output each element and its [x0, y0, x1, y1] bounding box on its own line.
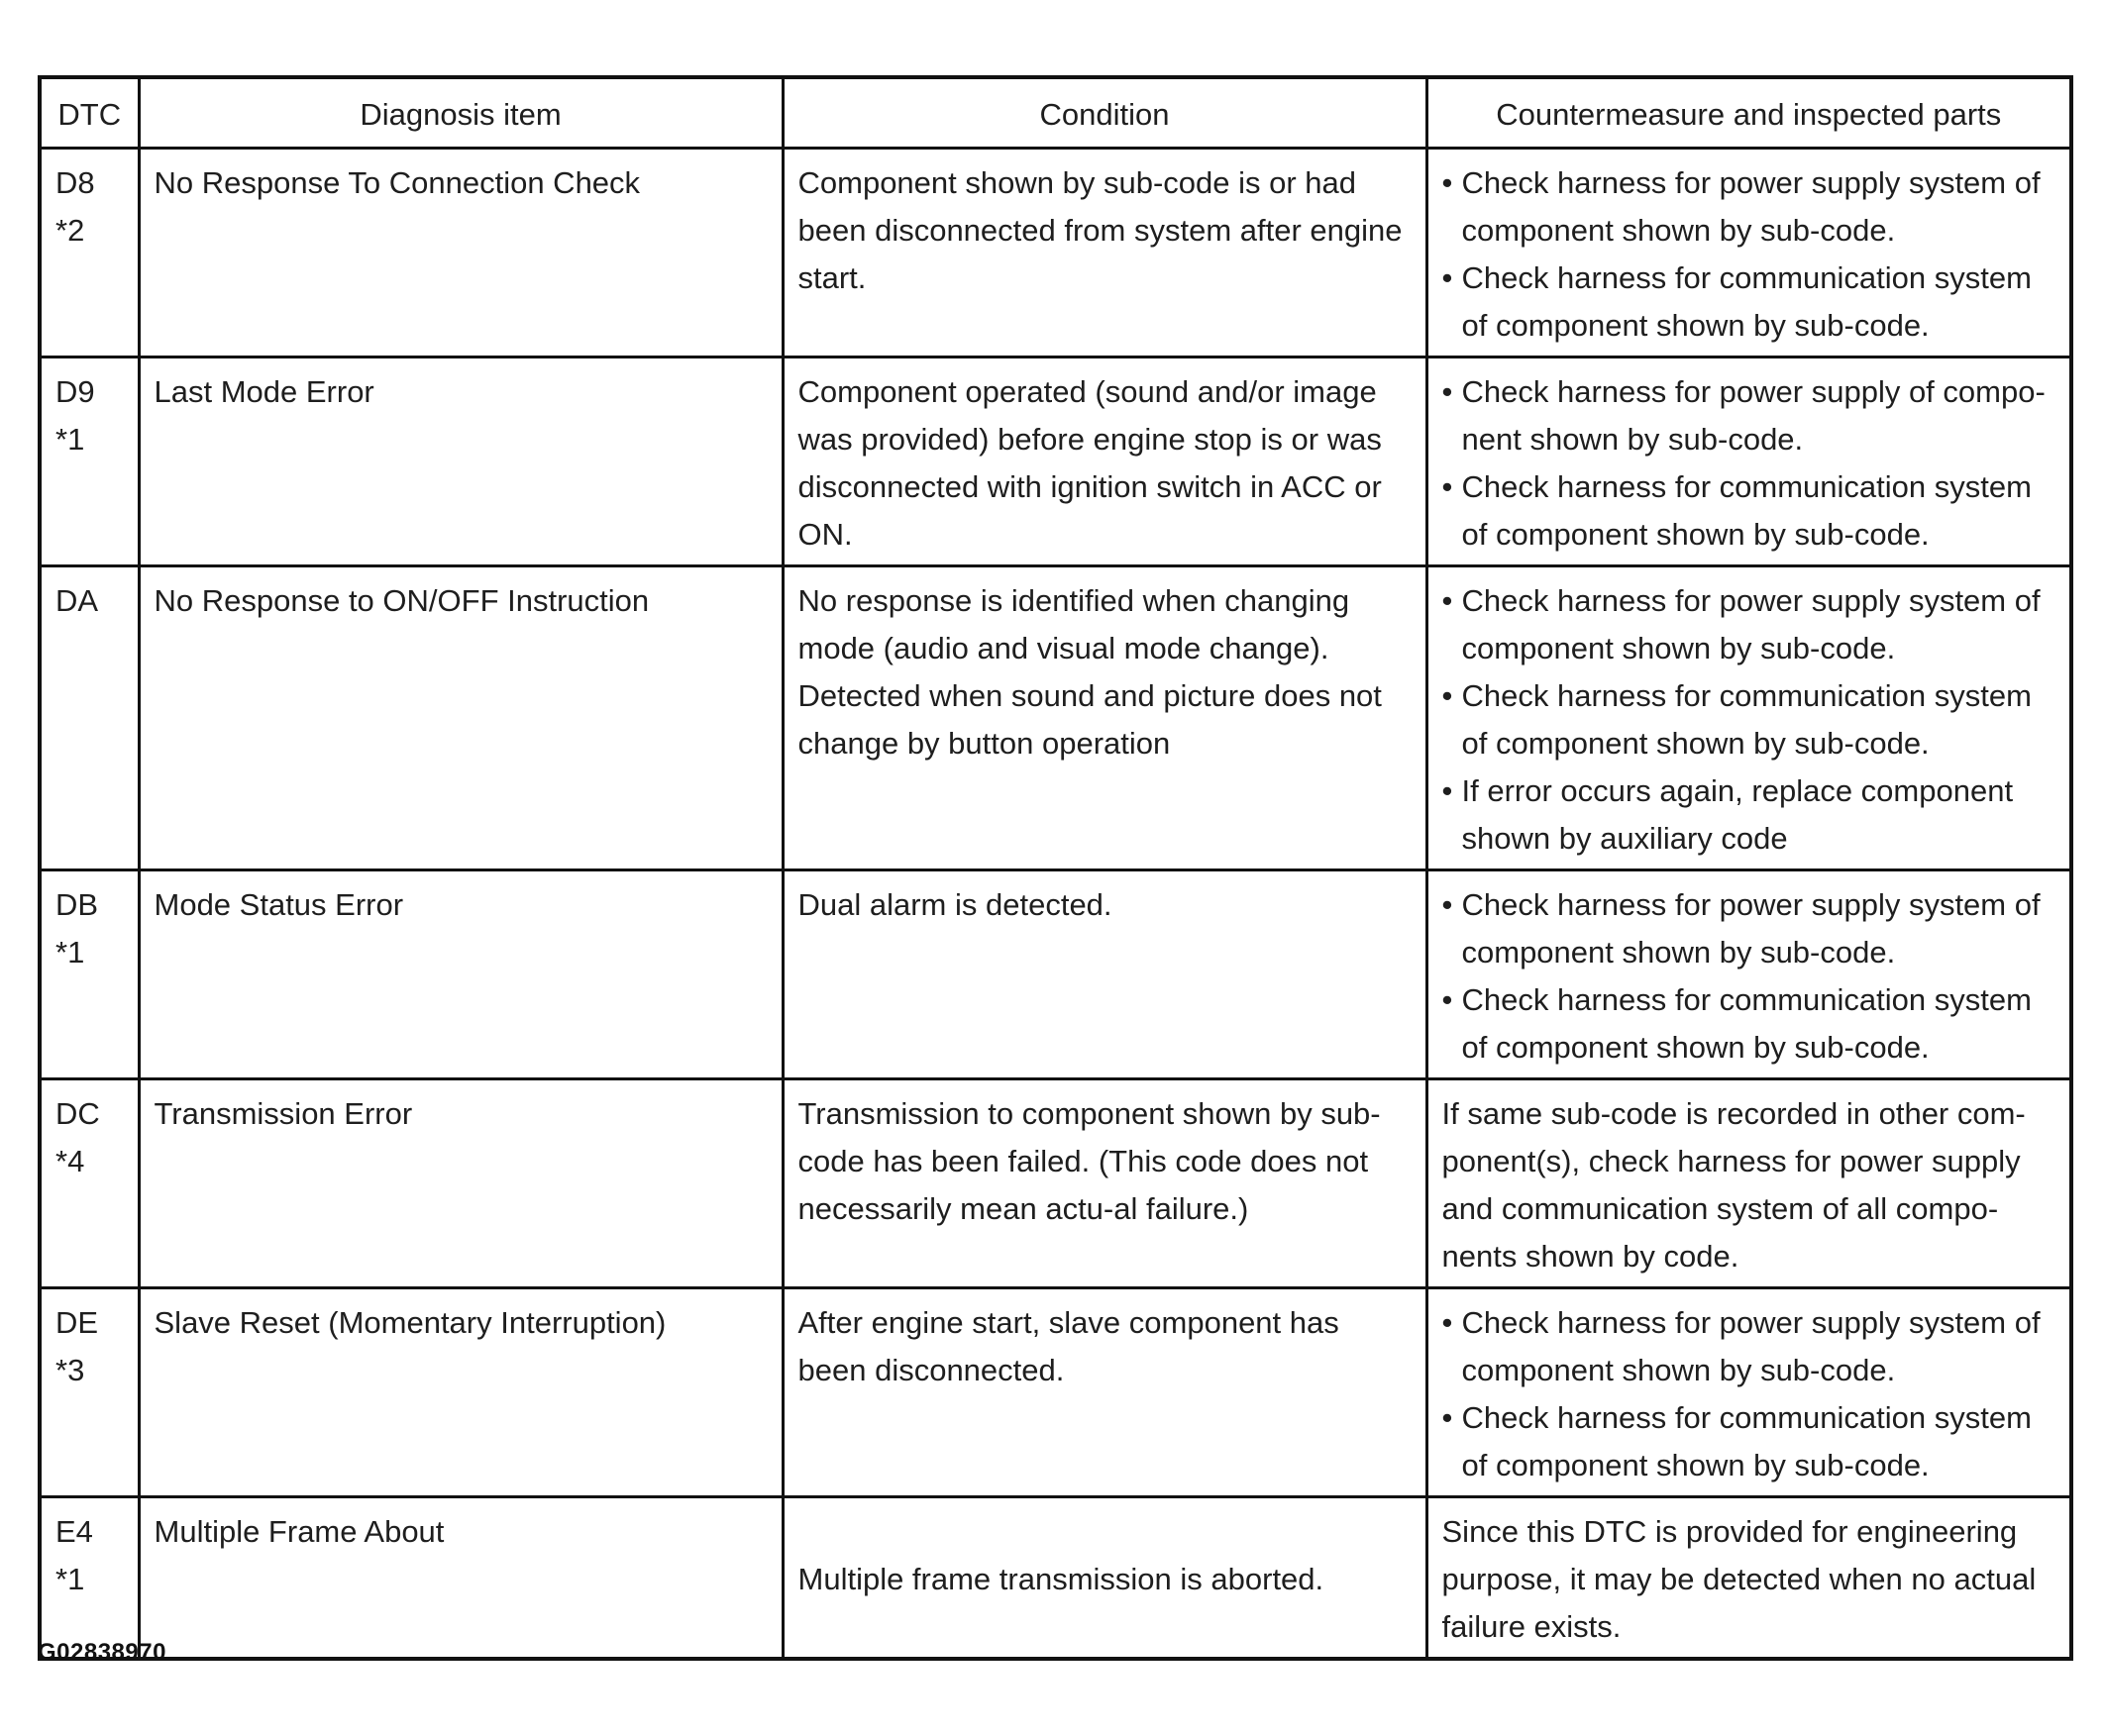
dtc-cell: [40, 1288, 139, 1497]
countermeasure: [1426, 870, 2071, 1079]
diagnosis-item: Slave Reset (Momentary Interruption): [139, 1288, 783, 1497]
table-row: [40, 1079, 2071, 1288]
diagnosis-item: Multiple Frame About: [139, 1497, 783, 1660]
countermeasure-list: [1442, 159, 2056, 350]
list-item: • If error occurs again, replace component shown by auxiliary code: [1442, 767, 2056, 863]
dtc-cell: [40, 1497, 139, 1660]
countermeasure: [1426, 566, 2071, 870]
figure-id: G02838970: [38, 1639, 166, 1666]
table-row: [40, 357, 2071, 566]
condition: Dual alarm is detected.: [783, 870, 1426, 1079]
bullet-icon: •: [1441, 165, 1453, 200]
bullet-icon: •: [1441, 469, 1453, 504]
diagnosis-item: Last Mode Error: [139, 357, 783, 566]
list-item: • Check harness for power supply system of component shown by sub-code.: [1442, 159, 2056, 255]
table-row: [40, 149, 2071, 357]
countermeasure-list: [1442, 881, 2056, 1072]
countermeasure-list: [1442, 1299, 2056, 1489]
dtc-code: DE: [55, 1305, 99, 1340]
dtc-cell: [40, 149, 139, 357]
dtc-cell: [40, 566, 139, 870]
list-item: • Check harness for power supply system of component shown by sub-code.: [1442, 881, 2056, 976]
dtc-code: D8: [55, 165, 95, 200]
table-header-row: [40, 77, 2071, 149]
dtc-code: DB: [55, 887, 99, 922]
header-dtc: DTC: [40, 77, 139, 149]
bullet-icon: •: [1441, 773, 1453, 808]
dtc-note: *1: [55, 1562, 85, 1596]
condition: Multiple frame transmission is aborted.: [783, 1497, 1426, 1660]
header-condition: Condition: [783, 77, 1426, 149]
bullet-icon: •: [1441, 260, 1453, 295]
dtc-code: D9: [55, 374, 95, 409]
condition: Transmission to component shown by sub-code has been failed. (This code does not necessarily mean actu-al failure.): [783, 1079, 1426, 1288]
diagnosis-item: Mode Status Error: [139, 870, 783, 1079]
countermeasure: [1426, 1288, 2071, 1497]
dtc-code: DC: [55, 1096, 100, 1131]
dtc-cell: [40, 870, 139, 1079]
dtc-cell: [40, 1079, 139, 1288]
countermeasure-list: [1442, 368, 2056, 559]
dtc-note: *3: [55, 1353, 85, 1387]
countermeasure-list: [1442, 577, 2056, 863]
dtc-code: DA: [55, 583, 99, 618]
table-row: [40, 566, 2071, 870]
dtc-code: E4: [55, 1514, 93, 1549]
diagnosis-item: Transmission Error: [139, 1079, 783, 1288]
countermeasure: [1426, 149, 2071, 357]
list-item: • Check harness for communication system of component shown by sub-code.: [1442, 463, 2056, 559]
header-countermeasure: Countermeasure and inspected parts: [1426, 77, 2071, 149]
bullet-icon: •: [1441, 678, 1453, 713]
table-row: [40, 1288, 2071, 1497]
condition: After engine start, slave component has been disconnected.: [783, 1288, 1426, 1497]
condition: Component shown by sub-code is or had been disconnected from system after engine start.: [783, 149, 1426, 357]
header-diagnosis-item: Diagnosis item: [139, 77, 783, 149]
condition: Component operated (sound and/or image was provided) before engine stop is or was disconnected with ignition switch in ACC or ON.: [783, 357, 1426, 566]
countermeasure: [1426, 357, 2071, 566]
condition: No response is identified when changing mode (audio and visual mode change). Detected when sound and picture does not change by button operation: [783, 566, 1426, 870]
list-item: • Check harness for communication system of component shown by sub-code.: [1442, 255, 2056, 350]
bullet-icon: •: [1441, 982, 1453, 1017]
dtc-note: *2: [55, 213, 85, 248]
list-item: • Check harness for communication system of component shown by sub-code.: [1442, 976, 2056, 1072]
dtc-note: *1: [55, 935, 85, 970]
list-item: • Check harness for power supply system of component shown by sub-code.: [1442, 1299, 2056, 1394]
dtc-note: *4: [55, 1144, 85, 1178]
bullet-icon: •: [1441, 583, 1453, 618]
list-item: • Check harness for power supply of compo-nent shown by sub-code.: [1442, 368, 2056, 463]
dtc-note: *1: [55, 422, 85, 457]
countermeasure: Since this DTC is provided for engineering purpose, it may be detected when no actual failure exists.: [1426, 1497, 2071, 1660]
countermeasure: If same sub-code is recorded in other com-ponent(s), check harness for power supply and communication system of all compo-nents shown by code.: [1426, 1079, 2071, 1288]
diagnosis-item: No Response To Connection Check: [139, 149, 783, 357]
bullet-icon: •: [1441, 374, 1453, 409]
diagnosis-item: No Response to ON/OFF Instruction: [139, 566, 783, 870]
list-item: • Check harness for communication system of component shown by sub-code.: [1442, 1394, 2056, 1489]
table-row: [40, 870, 2071, 1079]
table-row: [40, 1497, 2071, 1660]
dtc-table: [38, 75, 2073, 1661]
dtc-cell: [40, 357, 139, 566]
list-item: • Check harness for power supply system of component shown by sub-code.: [1442, 577, 2056, 672]
list-item: • Check harness for communication system of component shown by sub-code.: [1442, 672, 2056, 767]
bullet-icon: •: [1441, 1400, 1453, 1435]
bullet-icon: •: [1441, 1305, 1453, 1340]
bullet-icon: •: [1441, 887, 1453, 922]
